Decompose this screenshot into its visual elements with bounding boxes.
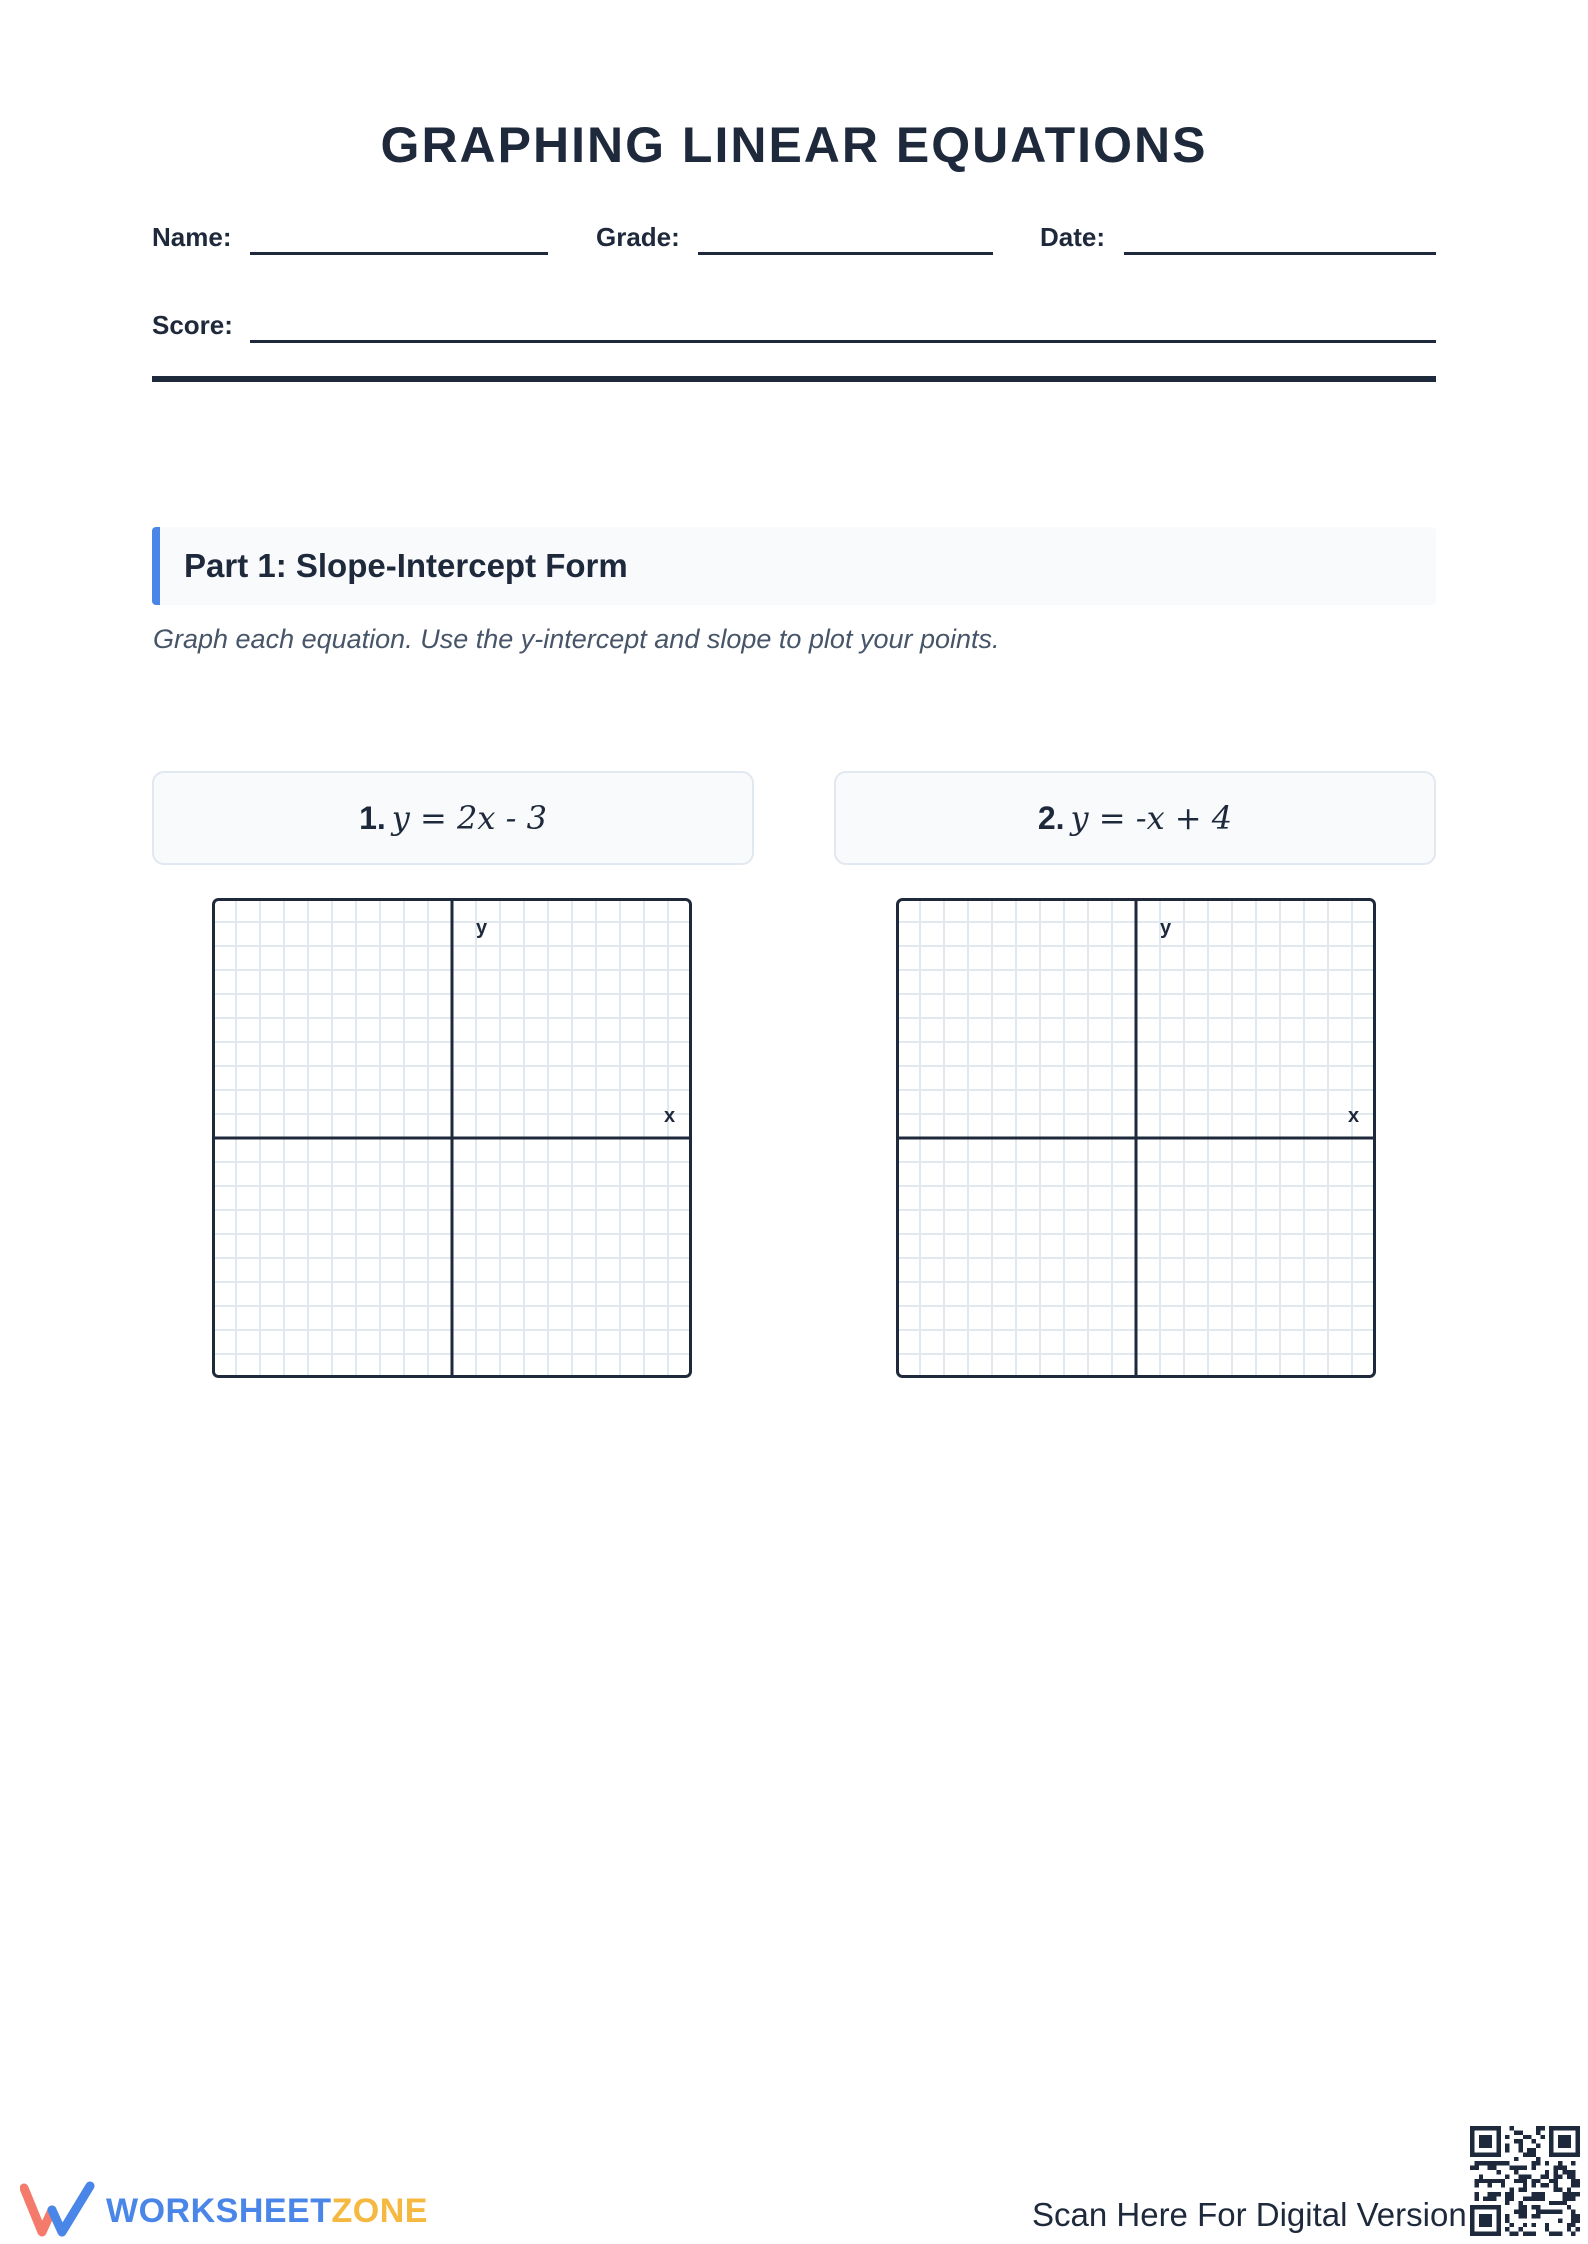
worksheetzone-logo-icon (20, 2180, 96, 2238)
section-title: Part 1: Slope-Intercept Form (184, 547, 628, 584)
worksheet-title: GRAPHING LINEAR EQUATIONS (380, 117, 1208, 173)
problem-1-coordinate-grid[interactable] (212, 898, 692, 1378)
date-field-line[interactable] (1124, 252, 1436, 255)
name-label: Name: (152, 222, 232, 252)
problem-1-equation-box (152, 771, 754, 865)
name-field-line[interactable] (250, 252, 548, 255)
grade-label: Grade: (596, 222, 680, 252)
qr-code-icon[interactable] (1470, 2126, 1580, 2236)
problem-1-y-axis-label: y (476, 917, 488, 939)
grade-field-line[interactable] (698, 252, 993, 255)
scan-instruction: Scan Here For Digital Version (1032, 2196, 1467, 2233)
score-label: Score: (152, 310, 233, 340)
problem-2-y-axis-label: y (1160, 917, 1172, 939)
header-divider (152, 376, 1436, 382)
problem-2-equation: y = -x + 4 (1070, 799, 1233, 837)
problem-2-grid-svg[interactable] (896, 898, 1376, 1378)
score-field-line[interactable] (250, 340, 1436, 343)
problem-2-x-axis-label: x (1348, 1105, 1360, 1127)
brand-name-part2: ZONE (331, 2192, 428, 2230)
brand-name-part1: WORKSHEET (106, 2192, 332, 2230)
section-instructions: Graph each equation. Use the y-intercept and slope to plot your points. (153, 624, 1000, 654)
problem-1-equation: y = 2x - 3 (391, 799, 547, 837)
brand-name (106, 2192, 428, 2231)
problem-2-equation-box (834, 771, 1436, 865)
problem-2-coordinate-grid[interactable] (896, 898, 1376, 1378)
problem-1-grid-svg[interactable] (212, 898, 692, 1378)
section-header (152, 527, 1436, 605)
problem-1-x-axis-label: x (664, 1105, 676, 1127)
date-label: Date: (1040, 222, 1106, 252)
problem-2-number: 2. (1037, 799, 1065, 836)
problem-1-number: 1. (359, 799, 386, 836)
